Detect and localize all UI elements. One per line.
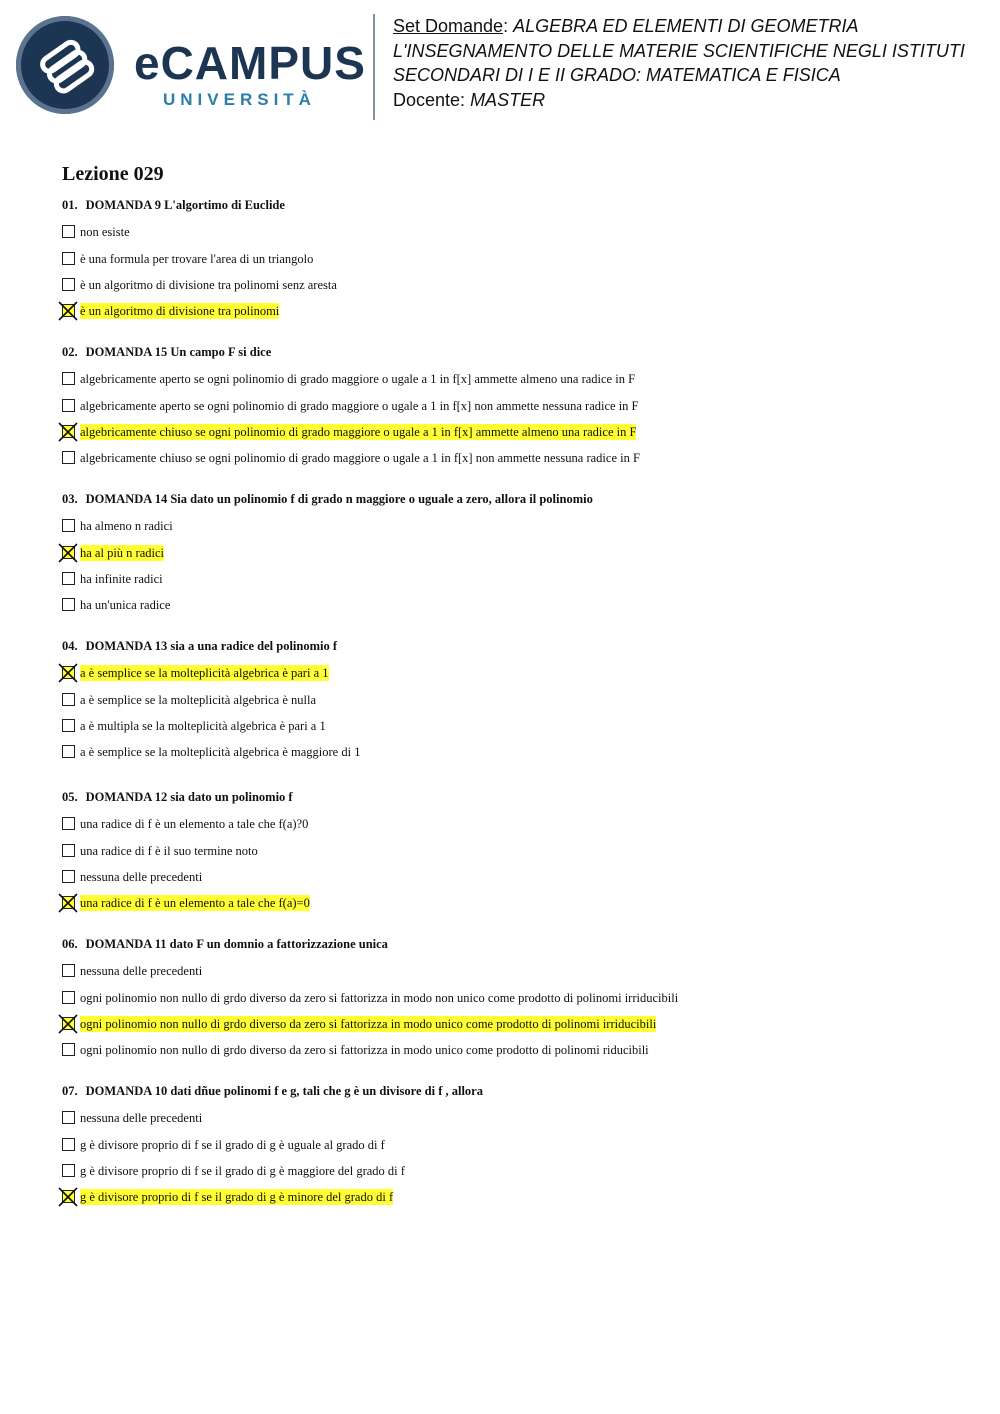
- answer-text: a è semplice se la molteplicità algebrica è maggiore di 1: [80, 745, 361, 759]
- answer-text: ha un'unica radice: [80, 598, 171, 612]
- ecampus-logo-icon: [16, 16, 114, 114]
- answer-text: è una formula per trovare l'area di un triangolo: [80, 252, 314, 266]
- docente-name: MASTER: [470, 89, 546, 110]
- header-divider: [373, 14, 375, 120]
- checkbox[interactable]: [62, 817, 75, 830]
- checkbox[interactable]: [62, 719, 75, 732]
- answer-text: è un algoritmo di divisione tra polinomi senz aresta: [80, 278, 337, 292]
- question-5: [62, 790, 293, 805]
- question-text: DOMANDA 13 sia a una radice del polinomio f: [85, 639, 338, 653]
- answer-text: non esiste: [80, 225, 130, 239]
- checkbox[interactable]: [62, 693, 75, 706]
- selection-mark-icon: [56, 1012, 80, 1036]
- selection-mark-icon: [56, 541, 80, 565]
- answer-text: a è multipla se la molteplicità algebrica è pari a 1: [80, 719, 326, 733]
- question-text: DOMANDA 12 sia dato un polinomio f: [85, 790, 293, 804]
- answer-text: algebricamente chiuso se ogni polinomio di grado maggiore o ugale a 1 in f[x] non ammette nessuna radice in F: [80, 451, 640, 465]
- checkbox[interactable]: [62, 870, 75, 883]
- brand-name: eCAMPUS: [134, 37, 366, 89]
- answer-text: nessuna delle precedenti: [80, 1111, 203, 1125]
- docente-label: Docente:: [393, 89, 466, 110]
- answer-text: ogni polinomio non nullo di grdo diverso da zero si fattorizza in modo non unico come prodotto di polinomi irriducibili: [80, 991, 679, 1005]
- question-text: DOMANDA 14 Sia dato un polinomio f di grado n maggiore o uguale a zero, allora il polinomio: [85, 492, 593, 506]
- question-text: DOMANDA 10 dati dñue polinomi f e g, tali che g è un divisore di f , allora: [85, 1084, 483, 1098]
- answer-text: ha infinite radici: [80, 572, 163, 586]
- answer-text: a è semplice se la molteplicità algebrica è pari a 1: [80, 666, 329, 680]
- answer-text: algebricamente chiuso se ogni polinomio di grado maggiore o ugale a 1 in f[x] ammette almeno una radice in F: [80, 425, 637, 439]
- brand-subtitle: UNIVERSITÀ: [163, 90, 316, 109]
- selection-mark-icon: [56, 661, 80, 685]
- answer-text: ha al più n radici: [80, 546, 164, 560]
- answer-text: è un algoritmo di divisione tra polinomi: [80, 304, 280, 318]
- answer-text: algebricamente aperto se ogni polinomio di grado maggiore o ugale a 1 in f[x] non ammette nessuna radice in F: [80, 399, 639, 413]
- question-2: [62, 345, 271, 360]
- question-number: 02.: [62, 345, 78, 359]
- checkbox[interactable]: [62, 1043, 75, 1056]
- selection-mark-icon: [56, 891, 80, 915]
- answer-text: ogni polinomio non nullo di grdo diverso da zero si fattorizza in modo unico come prodotto di polinomi riducibili: [80, 1043, 649, 1057]
- checkbox[interactable]: [62, 252, 75, 265]
- selection-mark-icon: [56, 420, 80, 444]
- question-number: 01.: [62, 198, 78, 212]
- checkbox[interactable]: [62, 372, 75, 385]
- question-3: [62, 492, 593, 507]
- course-info: Set Domande: ALGEBRA ED ELEMENTI DI GEOMETRIA L'INSEGNAMENTO DELLE MATERIE SCIENTIFICHE NEGLI ISTITUTI SECONDARI DI I E II GRADO: MATEMATICA E FISICA Docente: MASTER: [393, 16, 965, 110]
- answer-text: g è divisore proprio di f se il grado di g è minore del grado di f: [80, 1190, 394, 1204]
- set-label: Set Domande: [393, 16, 504, 36]
- answer-text: ogni polinomio non nullo di grdo diverso da zero si fattorizza in modo unico come prodotto di polinomi irriducibili: [80, 1017, 657, 1031]
- question-1: [62, 198, 285, 213]
- question-text: DOMANDA 11 dato F un domnio a fattorizzazione unica: [85, 937, 388, 951]
- question-number: 05.: [62, 790, 78, 804]
- answer-text: una radice di f è il suo termine noto: [80, 844, 258, 858]
- question-6: [62, 937, 388, 952]
- lesson-title: Lezione 029: [62, 163, 164, 185]
- selection-mark-icon: [56, 1185, 80, 1209]
- question-number: 06.: [62, 937, 78, 951]
- question-number: 03.: [62, 492, 78, 506]
- checkbox[interactable]: [62, 225, 75, 238]
- checkbox[interactable]: [62, 1111, 75, 1124]
- checkbox[interactable]: [62, 964, 75, 977]
- checkbox[interactable]: [62, 598, 75, 611]
- answer-text: a è semplice se la molteplicità algebrica è nulla: [80, 693, 317, 707]
- question-4: [62, 639, 337, 654]
- answer-text: g è divisore proprio di f se il grado di g è uguale al grado di f: [80, 1138, 385, 1152]
- set-title: ALGEBRA ED ELEMENTI DI GEOMETRIA: [513, 16, 859, 36]
- selection-mark-icon: [56, 299, 80, 323]
- answer-text: nessuna delle precedenti: [80, 870, 203, 884]
- checkbox[interactable]: [62, 1138, 75, 1151]
- course-line-2: SECONDARI DI I E II GRADO: MATEMATICA E FISICA: [393, 65, 841, 85]
- answer-text: ha almeno n radici: [80, 519, 173, 533]
- answer-text: algebricamente aperto se ogni polinomio di grado maggiore o ugale a 1 in f[x] ammette almeno una radice in F: [80, 372, 636, 386]
- checkbox[interactable]: [62, 451, 75, 464]
- page-header: [0, 0, 1000, 130]
- checkbox[interactable]: [62, 991, 75, 1004]
- checkbox[interactable]: [62, 745, 75, 758]
- answer-text: g è divisore proprio di f se il grado di g è maggiore del grado di f: [80, 1164, 405, 1178]
- question-7: [62, 1084, 483, 1099]
- checkbox[interactable]: [62, 844, 75, 857]
- answer-text: una radice di f è un elemento a tale che f(a)=0: [80, 896, 310, 910]
- checkbox[interactable]: [62, 1164, 75, 1177]
- checkbox[interactable]: [62, 278, 75, 291]
- checkbox[interactable]: [62, 572, 75, 585]
- checkbox[interactable]: [62, 399, 75, 412]
- answer-text: nessuna delle precedenti: [80, 964, 203, 978]
- answer-text: una radice di f è un elemento a tale che f(a)?0: [80, 817, 309, 831]
- checkbox[interactable]: [62, 519, 75, 532]
- question-text: DOMANDA 15 Un campo F si dice: [85, 345, 272, 359]
- question-text: DOMANDA 9 L'algortimo di Euclide: [85, 198, 285, 212]
- course-line-1: L'INSEGNAMENTO DELLE MATERIE SCIENTIFICHE NEGLI ISTITUTI: [393, 40, 965, 61]
- question-number: 04.: [62, 639, 78, 653]
- question-number: 07.: [62, 1084, 78, 1098]
